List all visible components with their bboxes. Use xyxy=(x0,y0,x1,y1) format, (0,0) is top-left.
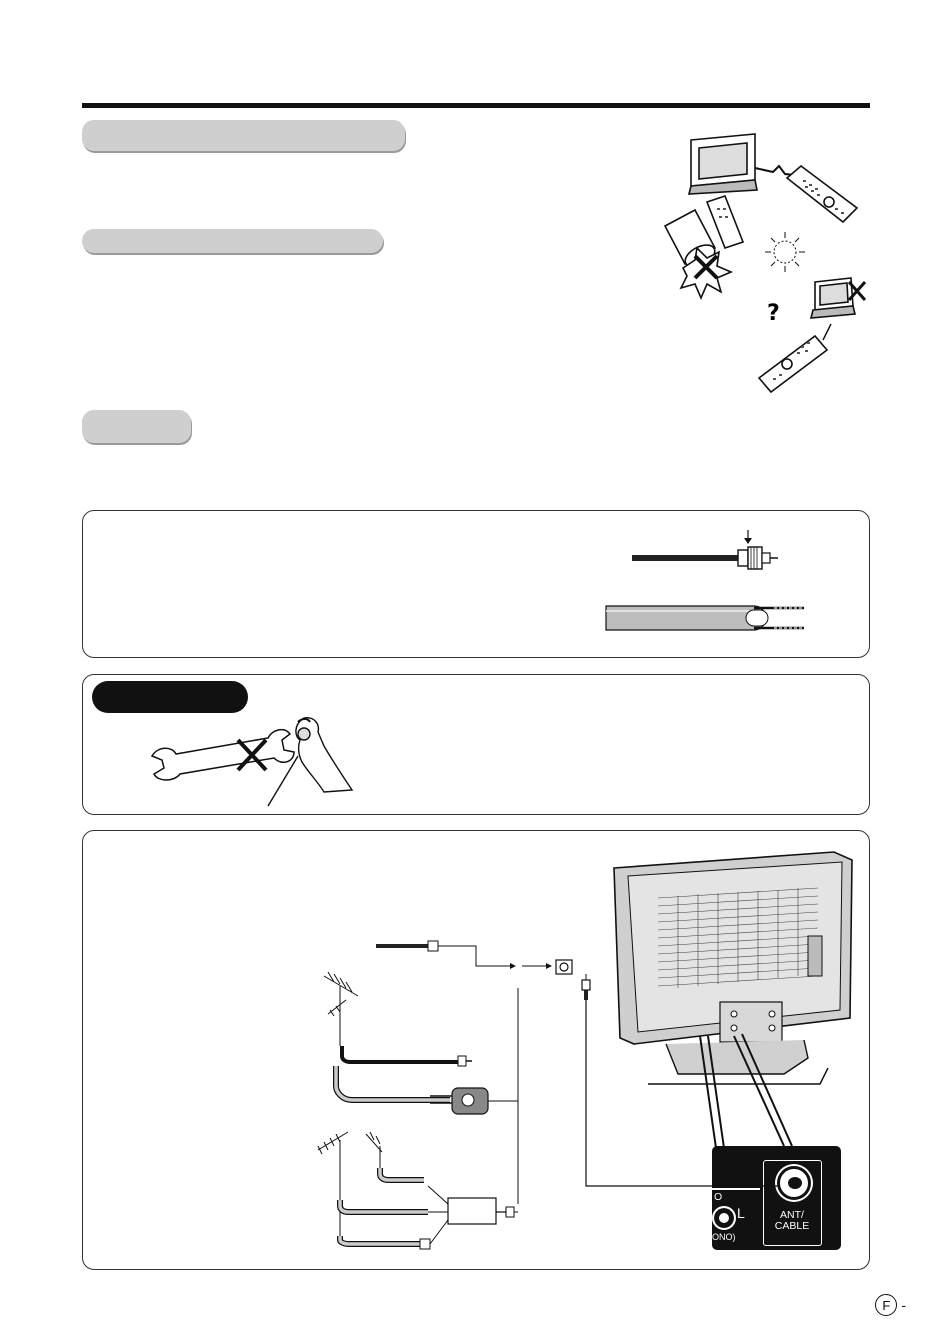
ant-cable-label-line2: CABLE xyxy=(774,1220,810,1232)
antenna-wiring-diagram xyxy=(300,936,800,1256)
page-dash: - xyxy=(901,1297,906,1313)
section-heading-pill-1 xyxy=(82,120,405,151)
page-mark: F xyxy=(875,1294,897,1316)
audio-jack-l-label: L xyxy=(737,1205,745,1221)
section-heading-pill-3 xyxy=(82,410,191,443)
vhf-antenna-icon xyxy=(324,972,358,1046)
wrench-icon xyxy=(152,730,294,780)
sun-icon xyxy=(765,232,805,272)
mono-label: ONO) xyxy=(712,1232,736,1242)
remote-control-illustration xyxy=(655,128,870,408)
tv-icon xyxy=(689,134,757,194)
combiner-box-icon xyxy=(448,1198,496,1224)
note-heading-pill xyxy=(92,681,248,713)
wrench-warning-illustration xyxy=(148,716,358,806)
vhf-uhf-antenna-icon xyxy=(318,1132,382,1236)
tv-icon-2 xyxy=(811,278,855,318)
question-mark-icon: ? xyxy=(767,301,780,326)
page-footer xyxy=(875,1294,906,1316)
panel-partial-top: O xyxy=(714,1191,723,1203)
ant-cable-label-line1: ANT/ xyxy=(780,1209,804,1221)
top-rule xyxy=(82,103,870,108)
flat-twin-lead-illustration xyxy=(604,600,814,636)
section-heading-pill-2 xyxy=(82,229,383,253)
coaxial-cable-illustration xyxy=(630,528,780,578)
remote-icon xyxy=(787,166,857,222)
remote-icon-2 xyxy=(759,336,827,392)
